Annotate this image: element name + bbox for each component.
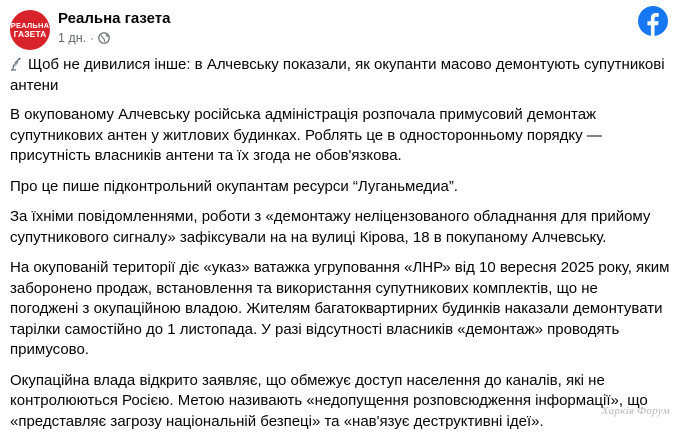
headline-text: Щоб не дивилися інше: в Алчевську показали, як окупанти масово демонтують супутникові антени bbox=[10, 56, 665, 94]
post-time-link[interactable]: 1 дн. bbox=[58, 31, 87, 45]
paragraph-4: На окупованій території діє «указ» ватажка угруповання «ЛНР» від 10 вересня 2025 року, яким заборонено продаж, встановлення та використання супутникових комплектів, що не погоджені з окупаційною владою. Жителям багатоквартирних будинків наказали демонтувати тарілки самостійно до 1 листопада. У разі відсутності власників «демонтаж» проводять примусово. bbox=[10, 259, 670, 358]
satellite-dish-icon bbox=[10, 57, 24, 71]
post-meta bbox=[58, 31, 110, 45]
watermark: Харків Форум bbox=[601, 405, 670, 417]
paragraph-5: Окупаційна влада відкрито заявляє, що обмежує доступ населення до каналів, які не контролюються Росією. Метою називають «недопущення розповсюдження інформації», що «представляє загрозу національній безпеці» та «нав'язує деструктивні ідеї». bbox=[10, 371, 648, 430]
paragraph-3: За їхніми повідомленнями, роботи з «демонтажу неліцензованого обладнання для прийому супутникового сигналу» зафіксували на на вулиці Кірова, 18 в покупаному Алчевську. bbox=[10, 208, 651, 246]
paragraph-2: Про це пише підконтрольний окупантам ресурси “Луганьмедиа”. bbox=[10, 177, 458, 195]
post-headline bbox=[10, 55, 670, 96]
meta-separator: · bbox=[90, 31, 95, 45]
facebook-logo-icon bbox=[638, 6, 668, 36]
avatar-line1: РЕАЛЬНА bbox=[10, 20, 50, 30]
post-body bbox=[10, 55, 670, 442]
avatar[interactable] bbox=[10, 10, 50, 50]
page-name-link[interactable]: Реальна газета bbox=[58, 10, 171, 27]
paragraph-1: В окупованому Алчевську російська адміністрація розпочала примусовий демонтаж супутникових антен у житлових будинках. Роблять це в односторонньому порядку — присутність власників антени та їх згода не обов'язкова. bbox=[10, 106, 602, 164]
avatar-line2: ГАЗЕТА bbox=[13, 29, 47, 39]
globe-icon[interactable] bbox=[98, 32, 110, 44]
